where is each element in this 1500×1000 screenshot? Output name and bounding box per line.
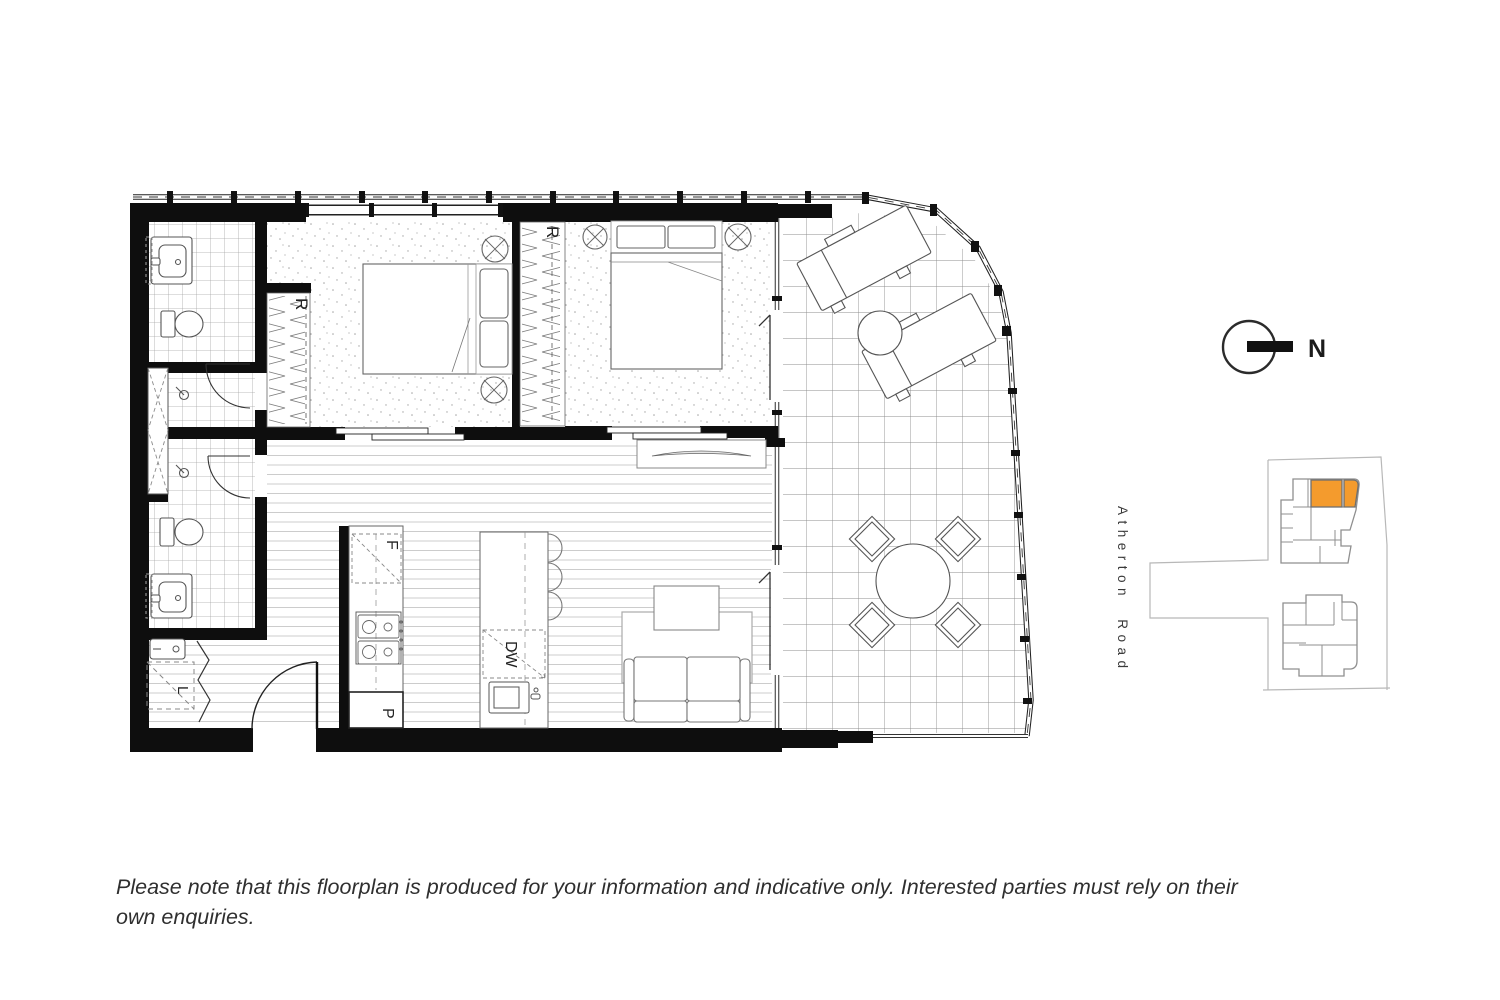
robe-1-label: R [292,298,311,311]
service-duct [148,368,168,494]
north-indicator [1223,321,1326,373]
north-label: N [1308,335,1327,363]
toilet-1 [161,311,203,337]
toilet-2 [160,518,203,546]
bedroom-1-window [304,203,503,217]
tv-unit [637,440,766,468]
bed-2 [611,221,722,369]
robe-bedroom-2 [520,222,565,426]
laundry-label: L [174,686,191,695]
shower-room-floor [168,372,255,427]
bed-1 [363,264,512,374]
robe-bedroom-1 [267,293,311,427]
locator-map [1115,457,1390,690]
side-table [858,311,902,355]
coffee-table [654,586,719,630]
disclaimer-line-2: own enquiries. [116,905,255,929]
disclaimer-line-1: Please note that this floorplan is produced for your information and indicative only. Interested parties must rely on their [116,875,1238,899]
building-lower [1283,595,1357,676]
highlighted-unit [1311,480,1358,507]
fridge-label: F [383,540,400,550]
pantry [349,692,403,728]
street-label: Atherton Road [1115,506,1130,674]
dining-table [876,544,950,618]
disclaimer-text [116,872,1446,932]
pantry-label: P [379,708,396,719]
robe-2-label: R [543,226,562,239]
dishwasher-label: DW [502,641,519,668]
sofa [624,657,750,722]
